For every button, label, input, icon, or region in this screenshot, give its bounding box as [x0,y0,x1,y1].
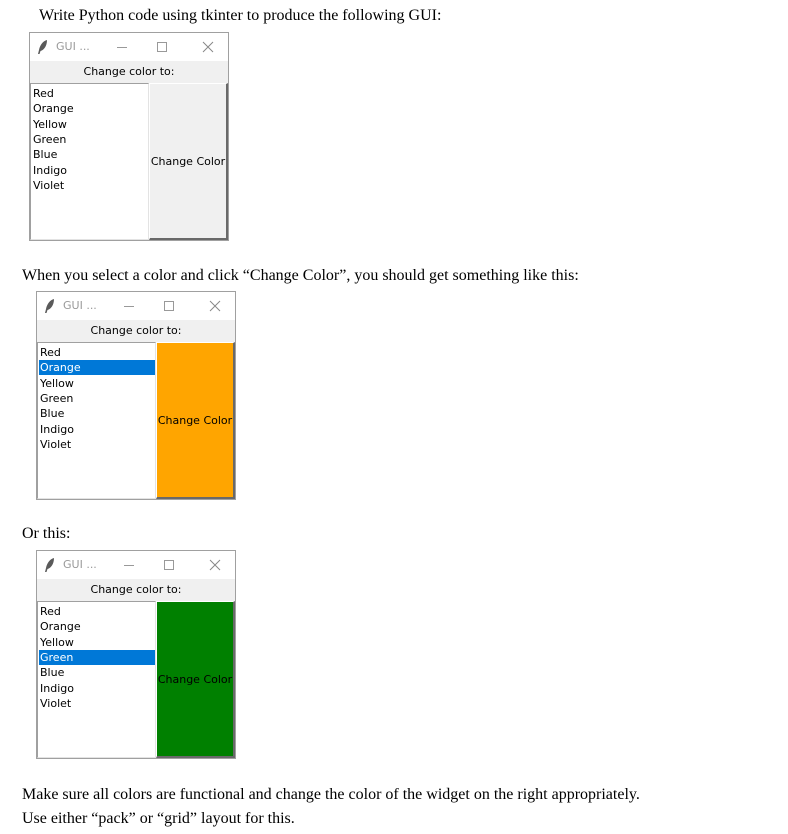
change-color-button[interactable]: Change Color [156,601,235,758]
gui-window-green [36,550,236,759]
listbox-item-violet[interactable]: Violet [33,178,65,192]
listbox-item-red[interactable]: Red [40,346,61,359]
maximize-icon [163,300,175,312]
change-color-label: Change color to: [83,65,175,78]
gui-window-default [29,32,229,241]
listbox-item-indigo[interactable]: Indigo [33,163,67,177]
maximize-icon [163,559,175,571]
close-icon [209,559,221,571]
layout-text: Use either “pack” or “grid” layout for this. [22,810,295,827]
listbox-item-yellow[interactable]: Yellow [40,376,74,390]
window-title: GUI ... [56,40,90,53]
maximize-icon [156,41,168,53]
minimize-button[interactable] [109,551,149,579]
color-listbox[interactable] [37,342,156,499]
listbox-item-blue[interactable]: Blue [33,148,58,162]
listbox-item-violet[interactable]: Violet [40,696,72,710]
gui-window-orange [36,291,236,500]
window-titlebar[interactable] [37,292,235,320]
close-icon [209,300,221,312]
maximize-button[interactable] [142,33,182,61]
listbox-item-green[interactable]: Green [39,650,155,665]
feather-icon [37,39,49,55]
or-this-text: Or this: [22,525,71,542]
close-button[interactable] [195,551,235,579]
window-title: GUI ... [63,558,97,571]
listbox-item-green[interactable]: Green [40,391,74,405]
listbox-item-indigo[interactable]: Indigo [40,422,74,436]
listbox-item-yellow[interactable]: Yellow [40,635,74,649]
window-titlebar[interactable] [30,33,228,61]
listbox-item-blue[interactable]: Blue [40,407,65,421]
listbox-item-violet[interactable]: Violet [40,437,72,451]
listbox-item-orange[interactable]: Orange [39,360,155,375]
close-icon [202,41,214,53]
color-listbox[interactable] [37,601,156,758]
listbox-item-indigo[interactable]: Indigo [40,681,74,695]
listbox-item-green[interactable]: Green [33,132,67,146]
feather-icon [44,557,56,573]
maximize-button[interactable] [149,551,189,579]
window-title: GUI ... [63,299,97,312]
listbox-item-orange[interactable]: Orange [40,620,81,634]
minimize-button[interactable] [102,33,142,61]
listbox-item-red[interactable]: Red [40,605,61,618]
maximize-button[interactable] [149,292,189,320]
change-color-label: Change color to: [90,583,182,596]
change-color-button[interactable]: Change Color [156,342,235,499]
change-color-label: Change color to: [90,324,182,337]
color-listbox[interactable] [30,83,149,240]
requirements-text: Make sure all colors are functional and change the color of the widget on the right appropriately. [22,786,640,803]
window-titlebar[interactable] [37,551,235,579]
close-button[interactable] [188,33,228,61]
listbox-item-orange[interactable]: Orange [33,102,74,116]
listbox-item-blue[interactable]: Blue [40,666,65,680]
minimize-icon [123,300,135,312]
listbox-item-yellow[interactable]: Yellow [33,117,67,131]
close-button[interactable] [195,292,235,320]
feather-icon [44,298,56,314]
selection-instruction-text: When you select a color and click “Change Color”, you should get something like this: [22,267,579,284]
change-color-button[interactable]: Change Color [149,83,228,240]
intro-text: Write Python code using tkinter to produce the following GUI: [39,7,442,24]
minimize-button[interactable] [109,292,149,320]
minimize-icon [123,559,135,571]
minimize-icon [116,41,128,53]
listbox-item-red[interactable]: Red [33,87,54,100]
